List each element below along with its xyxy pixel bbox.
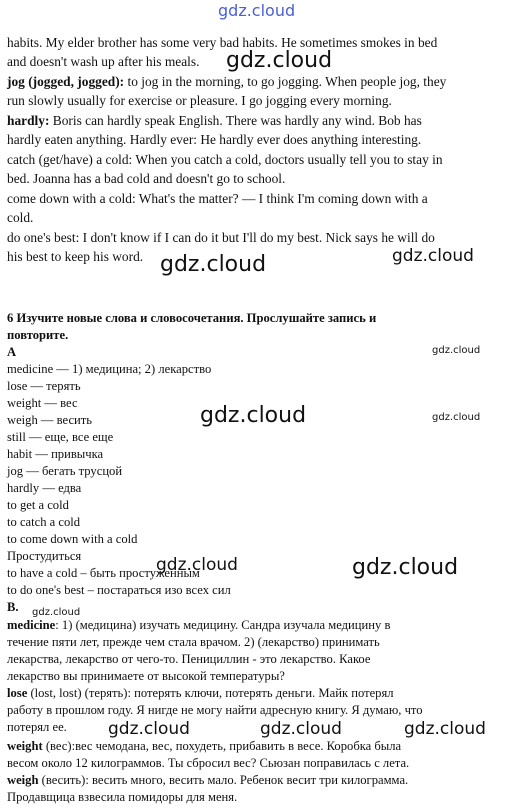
vocab-item: still — еще, все еще	[7, 430, 114, 444]
task-heading-line-1: 6 Изучите новые слова и словосочетания. Прослушайте запись и	[7, 311, 377, 325]
vocab-item: weight — вес	[7, 396, 78, 410]
watermark-5: gdz.cloud	[200, 403, 307, 428]
glossary-entry-jog: jog (jogged, jogged): to jog in the morning, to go jogging. When people jog, they	[7, 74, 447, 89]
watermark-4: gdz.cloud	[432, 345, 481, 356]
glossary-entry-come-down: come down with a cold: What's the matter? — I think I'm coming down with a	[7, 191, 428, 206]
vocab-item: habit — привычка	[7, 447, 104, 461]
entry-weigh: weigh (весить): весить много, весить мало. Ребенок весит три килограмма.	[7, 773, 409, 787]
vocab-item: lose — терять	[7, 379, 81, 393]
glossary-line: bed. Joanna has a bad cold and doesn't go to school.	[7, 171, 286, 186]
vocab-item: Простудиться	[7, 549, 82, 563]
entry-term: weight	[7, 739, 43, 753]
section-b-label: B.	[7, 600, 19, 614]
vocab-item: to come down with a cold	[7, 532, 138, 546]
glossary-line: hardly eaten anything. Hardly ever: He hardly ever does anything interesting.	[7, 132, 422, 147]
entry-line: работу в прошлом году. Я нигде не могу найти адресную книгу. Я думаю, что	[7, 703, 423, 717]
section-a-label: A	[7, 345, 17, 359]
vocab-item: jog — бегать трусцой	[7, 464, 123, 478]
watermark-2: gdz.cloud	[160, 252, 267, 277]
vocab-item: to catch a cold	[7, 515, 81, 529]
glossary-line: his best to keep his word.	[7, 249, 144, 264]
glossary-term: hardly:	[7, 113, 50, 128]
watermark-11: gdz.cloud	[260, 719, 342, 739]
glossary-line: cold.	[7, 210, 34, 225]
vocab-item: to have a cold – быть простуженным	[7, 566, 200, 580]
glossary-line: habits. My elder brother has some very bad habits. He sometimes smokes in bed	[7, 35, 438, 50]
watermark-7: gdz.cloud	[156, 555, 238, 575]
task-heading-line-2: повторите.	[7, 328, 69, 342]
glossary-line: run slowly usually for exercise or pleasure. I go jogging every morning.	[7, 93, 392, 108]
entry-term: weigh	[7, 773, 39, 787]
vocab-item: weigh — весить	[7, 413, 93, 427]
glossary-term: jog (jogged, jogged):	[7, 74, 125, 89]
entry-weight: weight (вес):вес чемодана, вес, похудеть, прибавить в весе. Коробка была	[7, 739, 402, 753]
glossary-entry-hardly: hardly: Boris can hardly speak English. There was hardly any wind. Bob has	[7, 113, 422, 128]
entry-term: lose	[7, 686, 28, 700]
vocab-item: hardly — едва	[7, 481, 82, 495]
watermark-12: gdz.cloud	[404, 719, 486, 739]
entry-term: medicine	[7, 618, 56, 632]
watermark-1: gdz.cloud	[226, 48, 333, 73]
watermark-3: gdz.cloud	[392, 246, 474, 266]
watermark-9: gdz.cloud	[32, 607, 81, 618]
entry-lose: lose (lost, lost) (терять): потерять ключи, потерять деньги. Майк потерял	[7, 686, 394, 700]
entry-line: Продавщица взвесила помидоры для меня.	[7, 790, 238, 804]
glossary-entry-do-best: do one's best: I don't know if I can do it but I'll do my best. Nick says he will do	[7, 230, 435, 245]
watermark-top: gdz.cloud	[218, 1, 296, 20]
entry-medicine: medicine: 1) (медицина) изучать медицину. Сандра изучала медицину в	[7, 618, 391, 632]
entry-line: лекарства, лекарство от чего-то. Пенициллин - это лекарство. Какое	[7, 652, 371, 666]
watermark-10: gdz.cloud	[108, 719, 190, 739]
watermark-8: gdz.cloud	[352, 555, 459, 580]
glossary-line: and doesn't wash up after his meals.	[7, 54, 200, 69]
vocab-item: to get a cold	[7, 498, 69, 512]
entry-line: лекарство вы принимаете от высокой температуры?	[7, 669, 285, 683]
watermark-6: gdz.cloud	[432, 412, 481, 423]
vocab-item: medicine — 1) медицина; 2) лекарство	[7, 362, 212, 376]
entry-line: течение пяти лет, прежде чем стала врачом. 2) (лекарство) принимать	[7, 635, 380, 649]
entry-line: весом около 12 килограммов. Ты сбросил вес? Сьюзан поправилась с лета.	[7, 756, 410, 770]
entry-line: потерял ее.	[7, 720, 67, 734]
glossary-entry-catch-cold: catch (get/have) a cold: When you catch a cold, doctors usually tell you to stay in	[7, 152, 443, 167]
vocab-item: to do one's best – постараться изо всех сил	[7, 583, 231, 597]
